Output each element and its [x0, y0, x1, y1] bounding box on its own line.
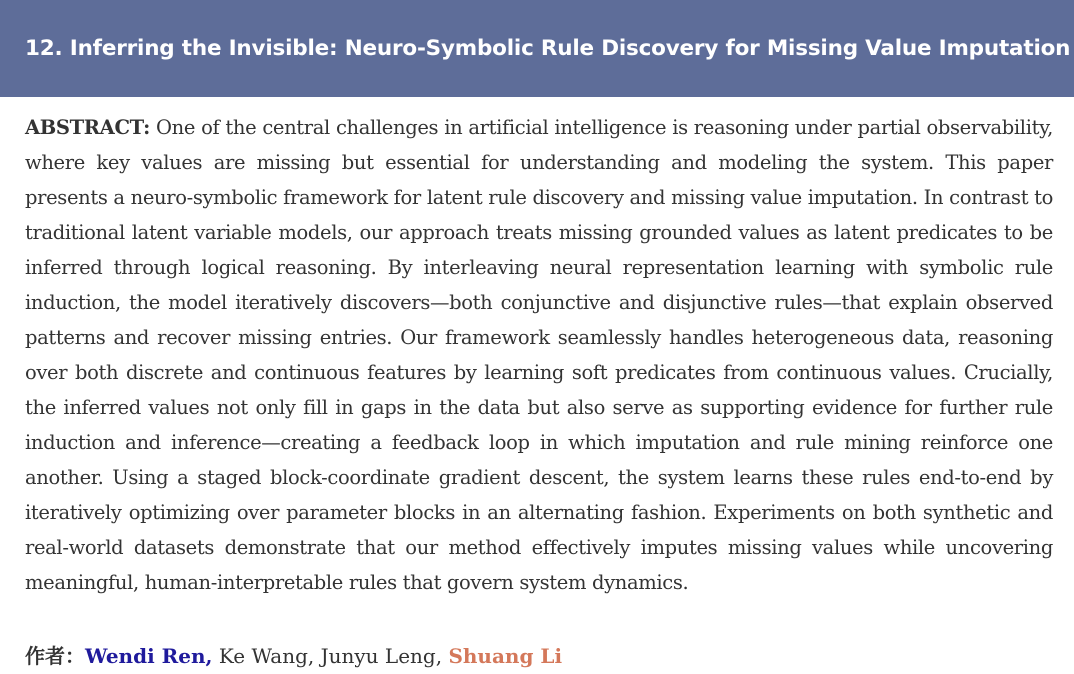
paper-header [0, 0, 1074, 97]
paper-title: 12. Inferring the Invisible: Neuro-Symbolic Rule Discovery for Missing Value Imputation [25, 36, 1071, 61]
abstract-text: One of the central challenges in artificial intelligence is reasoning under partial observability, where key values are missing but essential for understanding and modeling the system. This paper presents a neuro-symbolic framework for latent rule discovery and missing value imputation. In contrast to traditional latent variable models, our approach treats missing grounded values as latent predicates to be inferred through logical reasoning. By interleaving neural representation learning with symbolic rule induction, the model iteratively discovers—both conjunctive and disjunctive rules—that explain observed patterns and recover missing entries. Our framework seamlessly handles heterogeneous data, reasoning over both discrete and continuous features by learning soft predicates from continuous values. Crucially, the inferred values not only fill in gaps in the data but also serve as supporting evidence for further rule induction and inference—creating a feedback loop in which imputation and rule mining reinforce one another. Using a staged block-coordinate gradient descent, the system learns these rules end-to-end by iteratively optimizing over parameter blocks in an alternating fashion. Experiments on both synthetic and real-world datasets demonstrate that our method effectively imputes missing values while uncovering meaningful, human-interpretable rules that govern system dynamics. [25, 116, 1053, 594]
abstract-label: ABSTRACT: [25, 116, 150, 139]
authors-line [25, 639, 562, 674]
author-others: Ke Wang, Junyu Leng, [218, 644, 443, 668]
abstract-section [25, 110, 1053, 600]
authors-label: 作者： [25, 644, 85, 668]
author-shuang-li[interactable]: Shuang Li [448, 644, 563, 668]
abstract-paragraph [25, 110, 1053, 600]
author-wendi-ren[interactable]: Wendi Ren, [85, 644, 213, 668]
